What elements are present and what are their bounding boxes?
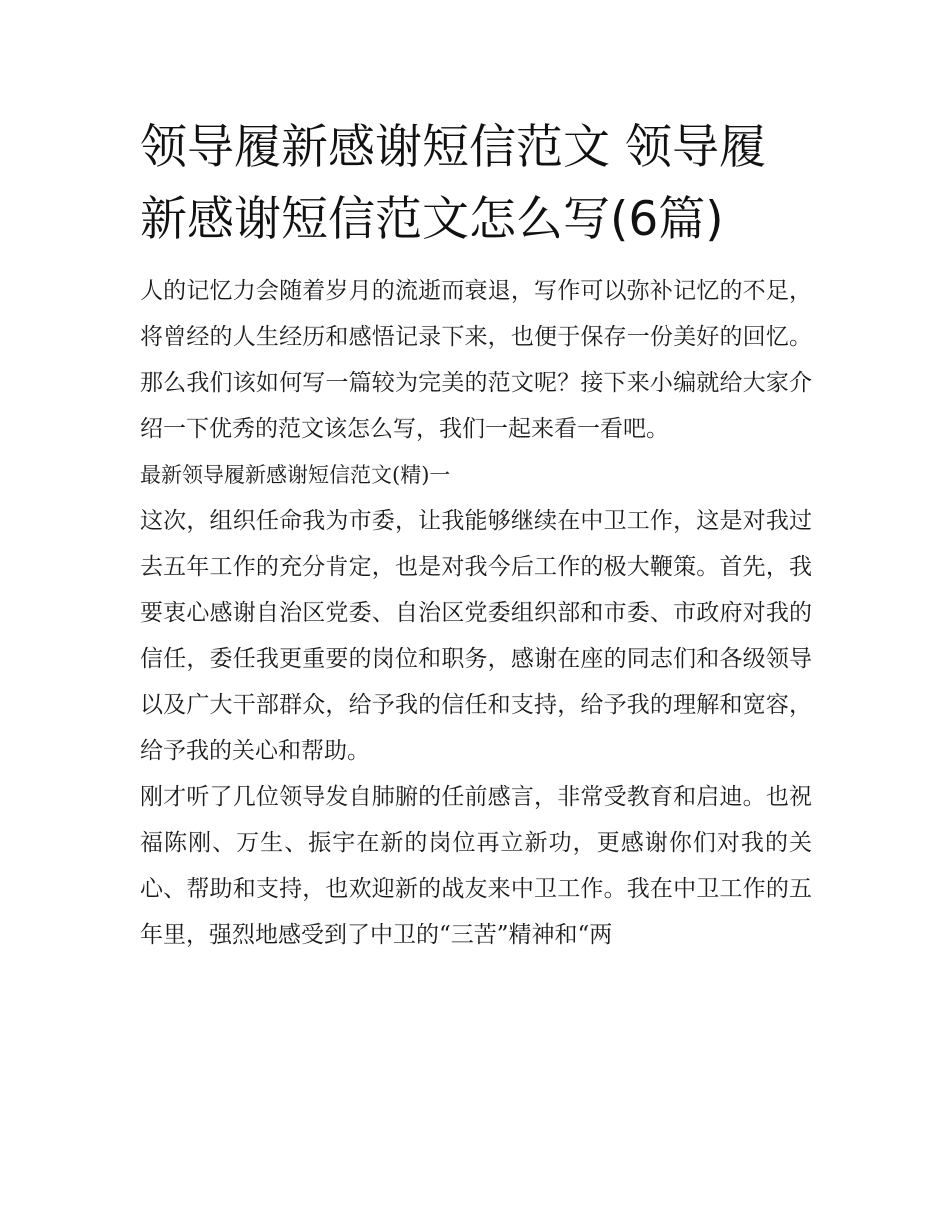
document-title-text: 领导履新感谢短信范文 领导履新感谢短信范文怎么写(6篇)	[140, 120, 766, 247]
document-title	[140, 112, 812, 256]
intro-paragraph: 人的记忆力会随着岁月的流逝而衰退，写作可以弥补记忆的不足，将曾经的人生经历和感悟记录下来，也便于保存一份美好的回忆。那么我们该如何写一篇较为完美的范文呢？接下来小编就给大家介绍一下优秀的范文该怎么写，我们一起来看一看吧。	[140, 278, 812, 442]
body-paragraph-1: 这次，组织任命我为市委，让我能够继续在中卫工作，这是对我过去五年工作的充分肯定，也是对我今后工作的极大鞭策。首先，我要衷心感谢自治区党委、自治区党委组织部和市委、市政府对我的信任，委任我更重要的岗位和职务，感谢在座的同志们和各级领导以及广大干部群众，给予我的信任和支持，给予我的理解和宽容，给予我的关心和帮助。	[140, 508, 812, 764]
document-page	[140, 112, 812, 958]
body-paragraph-2: 刚才听了几位领导发自肺腑的任前感言，非常受教育和启迪。也祝福陈刚、万生、振宇在新的岗位再立新功，更感谢你们对我的关心、帮助和支持，也欢迎新的战友来中卫工作。我在中卫工作的五年里，强烈地感受到了中卫的“三苦”精神和“两	[140, 784, 812, 948]
section-heading: 最新领导履新感谢短信范文(精)一	[140, 463, 451, 487]
